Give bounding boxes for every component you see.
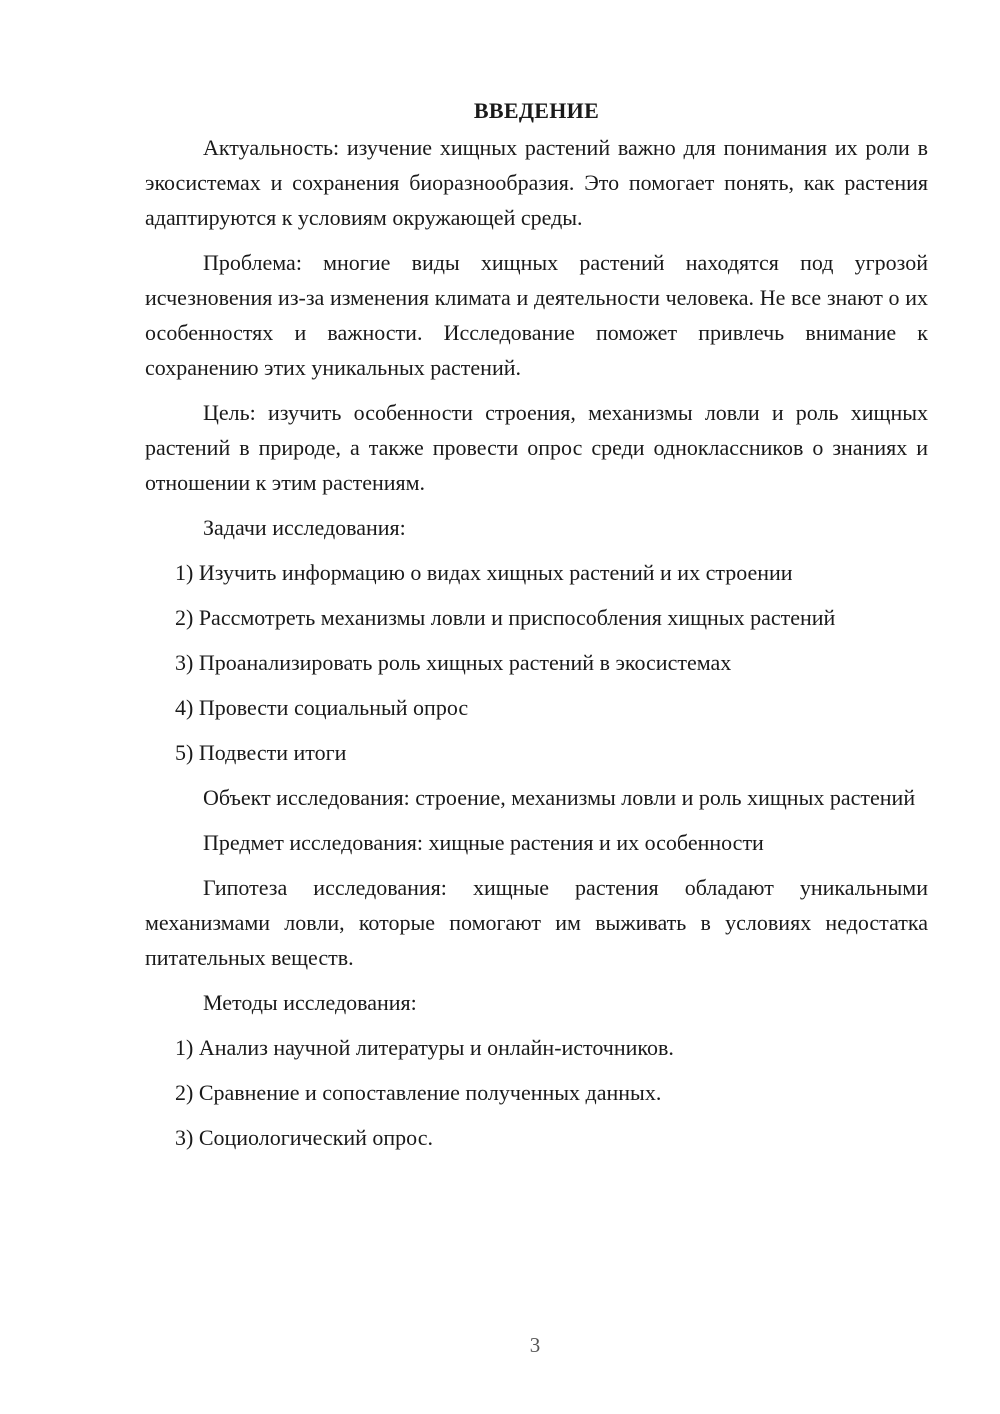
list-item: 3) Проанализировать роль хищных растений в экосистемах: [175, 650, 732, 675]
list-item: 1) Изучить информацию о видах хищных растений и их строении: [175, 560, 793, 585]
list-item: 3) Социологический опрос.: [175, 1125, 433, 1150]
relevance-paragraph: Актуальность: изучение хищных растений важно для понимания их роли в экосистемах и сохранения биоразнообразия. Это помогает понять, как растения адаптируются к условиям окружающей среды.: [145, 135, 928, 230]
list-item: 2) Рассмотреть механизмы ловли и приспособления хищных растений: [175, 605, 836, 630]
goal-paragraph: Цель: изучить особенности строения, механизмы ловли и роль хищных растений в природе, а также провести опрос среди одноклассников о знаниях и отношении к этим растениям.: [145, 400, 928, 495]
methods-heading: Методы исследования:: [203, 990, 417, 1015]
tasks-list: [145, 555, 928, 770]
object-paragraph: Объект исследования: строение, механизмы ловли и роль хищных растений: [203, 785, 916, 810]
subject-paragraph: Предмет исследования: хищные растения и их особенности: [203, 830, 764, 855]
list-item: 5) Подвести итоги: [175, 740, 347, 765]
list-item: 2) Сравнение и сопоставление полученных данных.: [175, 1080, 662, 1105]
problem-paragraph: Проблема: многие виды хищных растений находятся под угрозой исчезновения из-за изменения климата и деятельности человека. Не все знают о их особенностях и важности. Исследование поможет привлечь внимание к сохранению этих уникальных растений.: [145, 250, 928, 380]
methods-list: [145, 1030, 928, 1155]
list-item: 1) Анализ научной литературы и онлайн-источников.: [175, 1035, 674, 1060]
list-item: 4) Провести социальный опрос: [175, 695, 469, 720]
hypothesis-paragraph: Гипотеза исследования: хищные растения обладают уникальными механизмами ловли, которые помогают им выживать в условиях недостатка питательных веществ.: [145, 875, 928, 970]
document-page: [145, 96, 928, 1165]
section-title: ВВЕДЕНИЕ: [473, 98, 600, 123]
tasks-heading: Задачи исследования:: [203, 515, 406, 540]
page-number: 3: [529, 1333, 541, 1357]
